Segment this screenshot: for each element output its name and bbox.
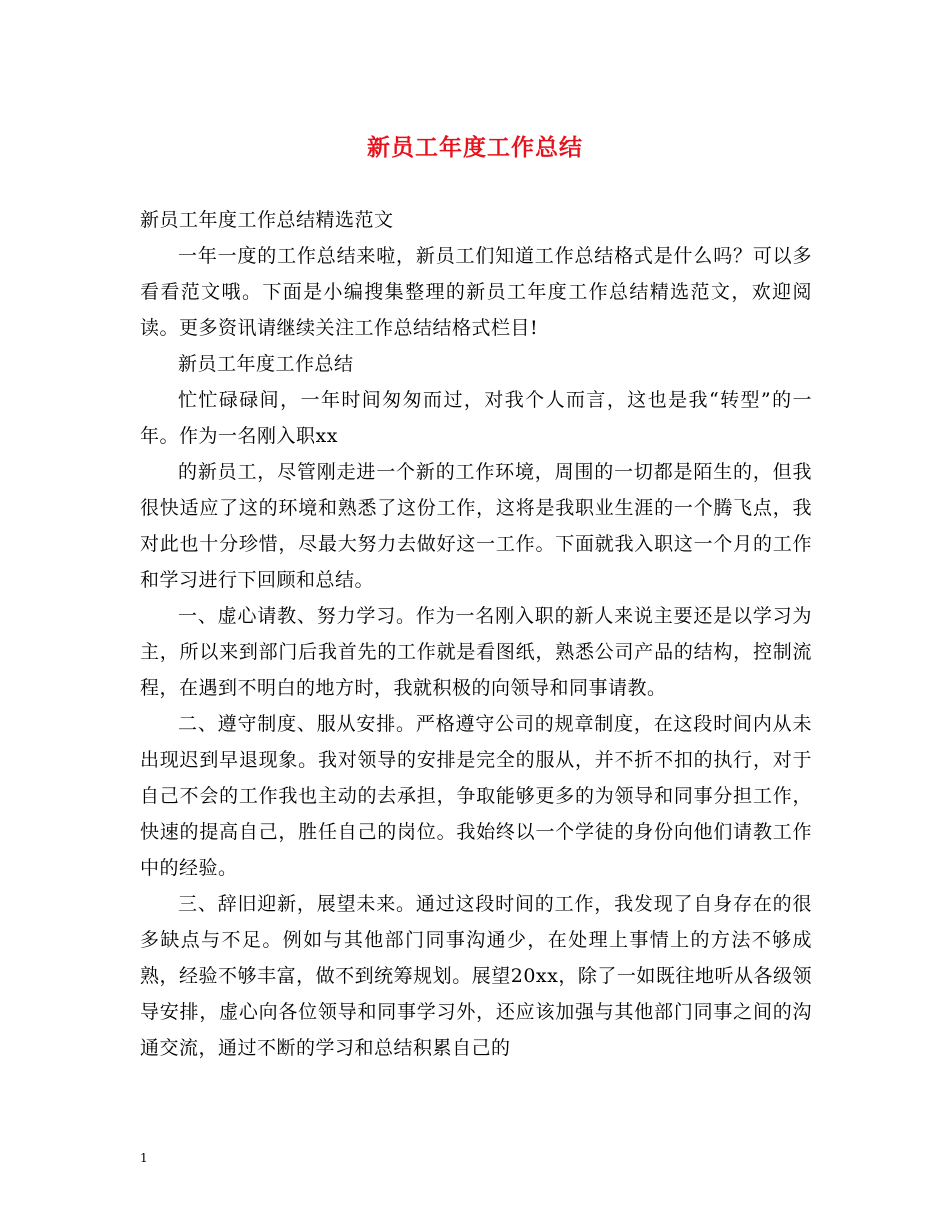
paragraph-point-one: 一、虚心请教、努力学习。作为一名刚入职的新人来说主要还是以学习为主，所以来到部门后我首先的工作就是看图纸，熟悉公司产品的结构，控制流程，在遇到不明白的地方时，我就积极的向领导和同事请教。	[140, 605, 812, 699]
paragraph-subtitle: 新员工年度工作总结精选范文	[140, 209, 394, 231]
paragraph-point-three: 三、辞旧迎新，展望未来。通过这段时间的工作，我发现了自身存在的很多缺点与不足。例如与其他部门同事沟通少，在处理上事情上的方法不够成熟，经验不够丰富，做不到统筹规划。展望20xx，除了一如既往地听从各级领导安排，虚心向各位领导和同事学习外，还应该加强与其他部门同事之间的沟通交流，通过不断的学习和总结积累自己的	[140, 893, 812, 1059]
paragraph-intro: 一年一度的工作总结来啦，新员工们知道工作总结格式是什么吗？可以多看看范文哦。下面是小编搜集整理的新员工年度工作总结精选范文，欢迎阅读。更多资讯请继续关注工作总结结格式栏目!	[140, 245, 812, 339]
document-title: 新员工年度工作总结	[367, 134, 583, 161]
paragraph-opening: 忙忙碌碌间，一年时间匆匆而过，对我个人而言，这也是我“转型”的一年。作为一名刚入职xx	[140, 389, 812, 447]
paragraph-point-two: 二、遵守制度、服从安排。严格遵守公司的规章制度，在这段时间内从未出现迟到早退现象。我对领导的安排是完全的服从，并不折不扣的执行，对于自己不会的工作我也主动的去承担，争取能够更多的为领导和同事分担工作，快速的提高自己，胜任自己的岗位。我始终以一个学徒的身份向他们请教工作中的经验。	[140, 713, 812, 879]
page-number: 1	[140, 1151, 148, 1165]
document-body	[140, 202, 812, 1066]
paragraph-heading: 新员工年度工作总结	[178, 353, 354, 375]
paragraph-new-employee: 的新员工，尽管刚走进一个新的工作环境，周围的一切都是陌生的，但我很快适应了这的环境和熟悉了这份工作，这将是我职业生涯的一个腾飞点，我对此也十分珍惜，尽最大努力去做好这一工作。下面就我入职这一个月的工作和学习进行下回顾和总结。	[140, 461, 812, 591]
